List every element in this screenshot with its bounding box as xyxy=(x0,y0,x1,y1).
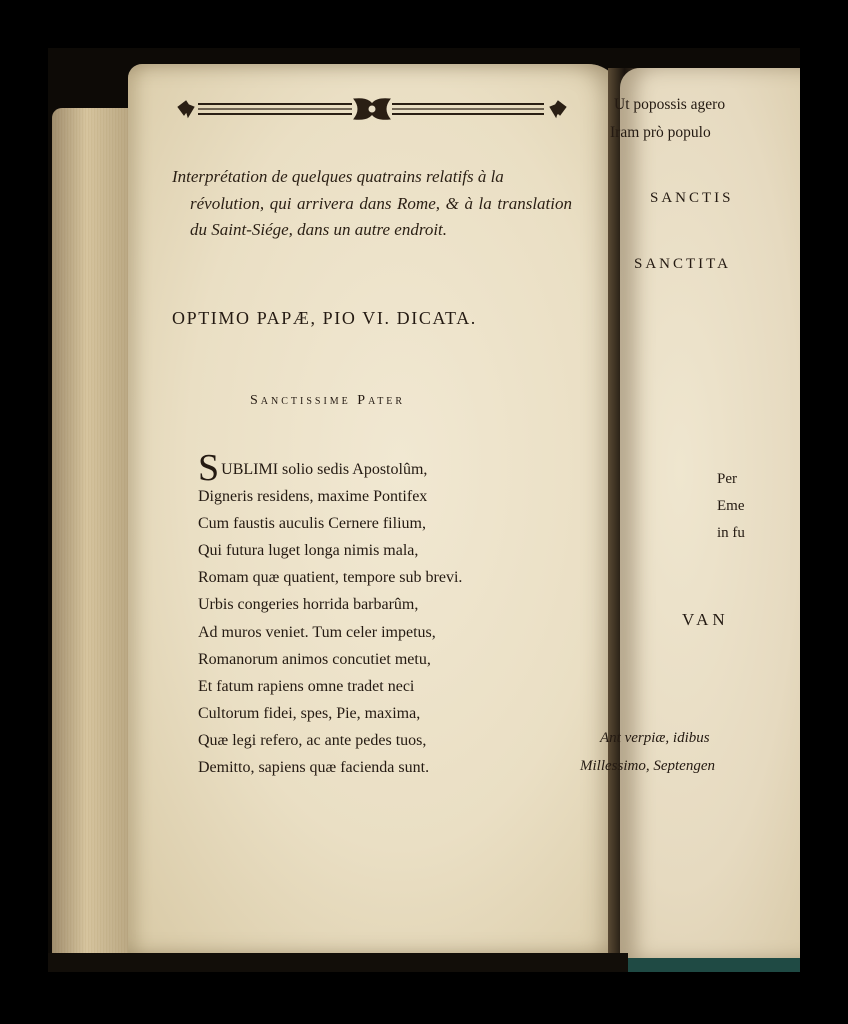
right-page-heading: SANCTITA xyxy=(634,256,731,272)
bottom-shadow xyxy=(48,953,628,972)
right-page-date: Millessimo, Septengen xyxy=(580,758,715,774)
right-page-verse-line: in fu xyxy=(717,525,745,541)
poem-line: Quæ legi refero, ac ante pedes tuos, xyxy=(198,731,427,749)
poem-line: Cum faustis auculis Cernere filium, xyxy=(198,515,426,533)
right-page-verse-line: Eme xyxy=(717,498,745,514)
intro-paragraph xyxy=(172,164,572,244)
ornament-header xyxy=(172,93,572,129)
drop-cap: S xyxy=(198,447,220,489)
salutation: Sanctissime Pater xyxy=(250,393,406,408)
poem-first-word: UBLIMI xyxy=(221,461,279,478)
intro-first-line: Interprétation de quelques quatrains relatifs à la xyxy=(172,167,504,186)
right-page-heading: SANCTIS xyxy=(650,190,734,206)
right-page-signature: VAN xyxy=(682,610,729,629)
right-page-verse-line: Per xyxy=(717,471,737,487)
right-page-line: Iram prò populo xyxy=(610,124,711,141)
poem-line: Ad muros veniet. Tum celer impetus, xyxy=(198,623,436,641)
cover-edge xyxy=(620,958,800,972)
poem xyxy=(198,447,538,781)
poem-line: Demitto, sapiens quæ facienda sunt. xyxy=(198,759,430,777)
poem-line: Et fatum rapiens omne tradet neci xyxy=(198,677,415,695)
poem-line: Romam quæ quatient, tempore sub brevi. xyxy=(198,569,463,587)
poem-line: Cultorum fidei, spes, Pie, maxima, xyxy=(198,704,421,722)
poem-line: Digneris residens, maxime Pontifex xyxy=(198,488,428,506)
poem-line: Romanorum animos concutiet metu, xyxy=(198,650,431,668)
right-page-line: Ut popossis agero xyxy=(614,96,726,113)
poem-line xyxy=(198,447,538,489)
right-page-verse xyxy=(717,466,745,547)
page-edges xyxy=(52,108,138,972)
dedication-heading: OPTIMO PAPÆ, PIO VI. DICATA. xyxy=(172,308,477,328)
poem-line: Qui futura luget longa nimis mala, xyxy=(198,542,419,560)
intro-rest: révolution, qui arrivera dans Rome, & à la translation du Saint-Siége, dans un autre endroit. xyxy=(190,193,572,240)
right-page-place: Ant verpiæ, idibus xyxy=(600,730,710,746)
poem-line: Urbis congeries horrida barbarûm, xyxy=(198,596,419,614)
poem-first-line-tail: solio sedis Apostolûm, xyxy=(278,461,428,478)
